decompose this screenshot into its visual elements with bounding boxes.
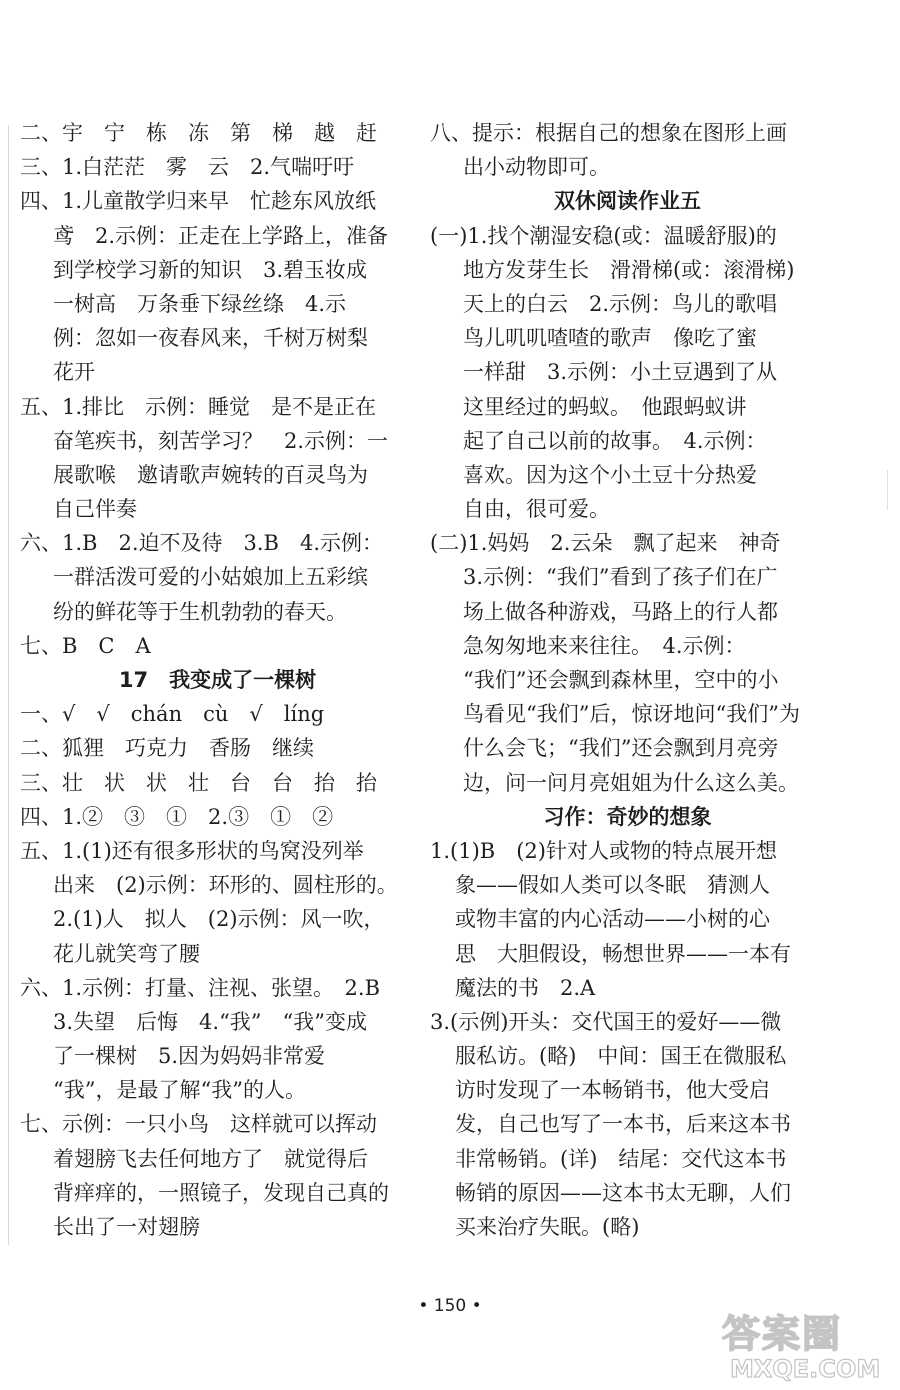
- left-answer-line: 纷的鲜花等于生机勃勃的春天。: [53, 599, 347, 624]
- left-answer-line: 长出了一对翅膀: [53, 1215, 200, 1239]
- left-answer-line: 花儿就笑弯了腰: [53, 941, 200, 966]
- right-answer-line: 八、提示：根据自己的想象在图形上画: [430, 121, 787, 145]
- left-answer-line: 一群活泼可爱的小姑娘加上五彩缤: [53, 565, 368, 590]
- right-answer-line: 3.(示例)开头：交代国王的爱好——微: [430, 1009, 782, 1034]
- right-answer-line: “我们”还会飘到森林里，空中的小: [463, 668, 779, 692]
- right-section-heading: 双休阅读作业五: [554, 189, 701, 214]
- right-answer-line: 访时发现了一本畅销书，他大受启: [455, 1078, 770, 1103]
- left-answer-line: 了一棵树 5.因为妈妈非常爱: [53, 1044, 326, 1069]
- left-answer-line: 五、1.排比 示例：睡觉 是不是正在: [20, 394, 377, 419]
- right-answer-line: 畅销的原因——这本书太无聊，人们: [455, 1180, 791, 1205]
- left-section-heading: 17 我变成了一棵树: [118, 668, 317, 692]
- watermark-logo: [716, 1307, 894, 1383]
- right-answer-line: 鸟儿叽叽喳喳的歌声 像吃了蜜: [463, 326, 757, 351]
- right-answer-line: (一)1.找个潮湿安稳(或：温暖舒服)的: [430, 223, 777, 248]
- right-answer-line: 起了自己以前的故事。 4.示例：: [463, 428, 767, 453]
- left-answer-line: 五、1.(1)还有很多形状的鸟窝没列举: [20, 838, 364, 863]
- left-answer-line: 四、1.儿童散学归来早 忙趁东风放纸: [20, 189, 377, 214]
- right-answer-line: 1.(1)B (2)针对人或物的特点展开想: [430, 838, 777, 863]
- right-answer-line: 魔法的书 2.A: [455, 975, 596, 1000]
- column-rule: [8, 125, 9, 1245]
- edge-mark: [887, 470, 888, 510]
- right-answer-line: 场上做各种游戏，马路上的行人都: [463, 599, 778, 624]
- right-answer-line: 边，问一问月亮姐姐为什么这么美。: [463, 770, 799, 795]
- left-answer-line: 六、1.示例：打量、注视、张望。 2.B: [20, 975, 381, 1000]
- watermark-title: 答案圈: [722, 1312, 843, 1356]
- left-answer-line: 例：忽如一夜春风来，千树万树梨: [53, 326, 368, 351]
- right-column: [430, 116, 825, 1244]
- left-answer-line: 一、√ √ chán cù √ líng: [20, 702, 325, 727]
- left-answer-line: 3.失望 后悔 4.“我” “我”变成: [53, 1009, 368, 1034]
- page-number: • 150 •: [418, 1296, 482, 1316]
- right-answer-line: 非常畅销。(详) 结尾：交代这本书: [455, 1146, 787, 1171]
- left-answer-line: 二、狐狸 巧克力 香肠 继续: [20, 736, 314, 761]
- right-answer-line: 一样甜 3.示例：小土豆遇到了从: [463, 360, 778, 385]
- right-answer-line: 自由，很可爱。: [463, 497, 610, 522]
- right-answer-line: 天上的白云 2.示例：鸟儿的歌唱: [463, 291, 778, 316]
- right-answer-line: 地方发芽生长 滑滑梯(或：滚滑梯): [463, 257, 795, 282]
- right-answer-line: 或物丰富的内心活动——小树的心: [455, 907, 770, 932]
- left-answer-line: 着翅膀飞去任何地方了 就觉得后: [53, 1146, 368, 1171]
- right-answer-line: (二)1.妈妈 2.云朵 飘了起来 神奇: [430, 531, 781, 556]
- left-answer-line: 背痒痒的，一照镜子，发现自己真的: [53, 1180, 389, 1205]
- right-answer-line: 这里经过的蚂蚁。 他跟蚂蚁讲: [463, 394, 747, 419]
- right-answer-line: 3.示例：“我们”看到了孩子们在广: [463, 565, 778, 590]
- left-answer-line: 六、1.B 2.迫不及待 3.B 4.示例：: [20, 531, 384, 556]
- left-column: [20, 116, 415, 1244]
- right-answer-line: 鸟看见“我们”后，惊讶地问“我们”为: [463, 702, 800, 727]
- left-answer-line: 四、1.② ③ ① 2.③ ① ②: [20, 804, 334, 829]
- right-answer-line: 服私访。(略) 中间：国王在微服私: [455, 1044, 787, 1069]
- left-answer-line: “我”，是最了解“我”的人。: [53, 1078, 306, 1103]
- right-answer-line: 发，自己也写了一本书，后来这本书: [455, 1112, 791, 1137]
- left-answer-line: 花开: [53, 360, 95, 385]
- left-answer-line: 鸢 2.示例：正走在上学路上，准备: [53, 223, 389, 248]
- left-answer-line: 展歌喉 邀请歌声婉转的百灵鸟为: [53, 462, 368, 487]
- left-answer-line: 2.(1)人 拟人 (2)示例：风一吹，: [53, 907, 385, 932]
- left-answer-line: 出来 (2)示例：环形的、圆柱形的。: [53, 873, 398, 898]
- left-answer-line: 到学校学习新的知识 3.碧玉妆成: [53, 257, 368, 282]
- left-answer-line: 自己伴奏: [53, 497, 137, 522]
- left-answer-line: 奋笔疾书，刻苦学习？ 2.示例：一: [53, 428, 389, 453]
- left-answer-line: 三、壮 状 状 壮 台 台 抬 抬: [20, 770, 377, 795]
- right-section-heading: 习作：奇妙的想象: [543, 804, 712, 829]
- left-answer-line: 一树高 万条垂下绿丝绦 4.示: [53, 291, 347, 316]
- watermark-url: MXQE.COM: [730, 1355, 881, 1383]
- left-answer-line: 七、示例：一只小鸟 这样就可以挥动: [20, 1112, 377, 1137]
- right-answer-line: 买来治疗失眠。(略): [455, 1215, 640, 1239]
- right-answer-line: 思 大胆假设，畅想世界——一本有: [455, 941, 791, 966]
- left-answer-line: 三、1.白茫茫 雾 云 2.气喘吁吁: [20, 155, 355, 180]
- left-answer-line: 七、B C A: [20, 633, 151, 658]
- right-answer-line: 喜欢。因为这个小土豆十分热爱: [463, 462, 757, 487]
- right-answer-line: 什么会飞；“我们”还会飘到月亮旁: [463, 736, 779, 761]
- right-answer-line: 象——假如人类可以冬眠 猜测人: [455, 873, 770, 898]
- right-answer-line: 出小动物即可。: [463, 155, 610, 180]
- left-answer-line: 二、宇 宁 栋 冻 第 梯 越 赶: [20, 121, 377, 145]
- right-answer-line: 急匆匆地来来往往。 4.示例：: [463, 633, 746, 658]
